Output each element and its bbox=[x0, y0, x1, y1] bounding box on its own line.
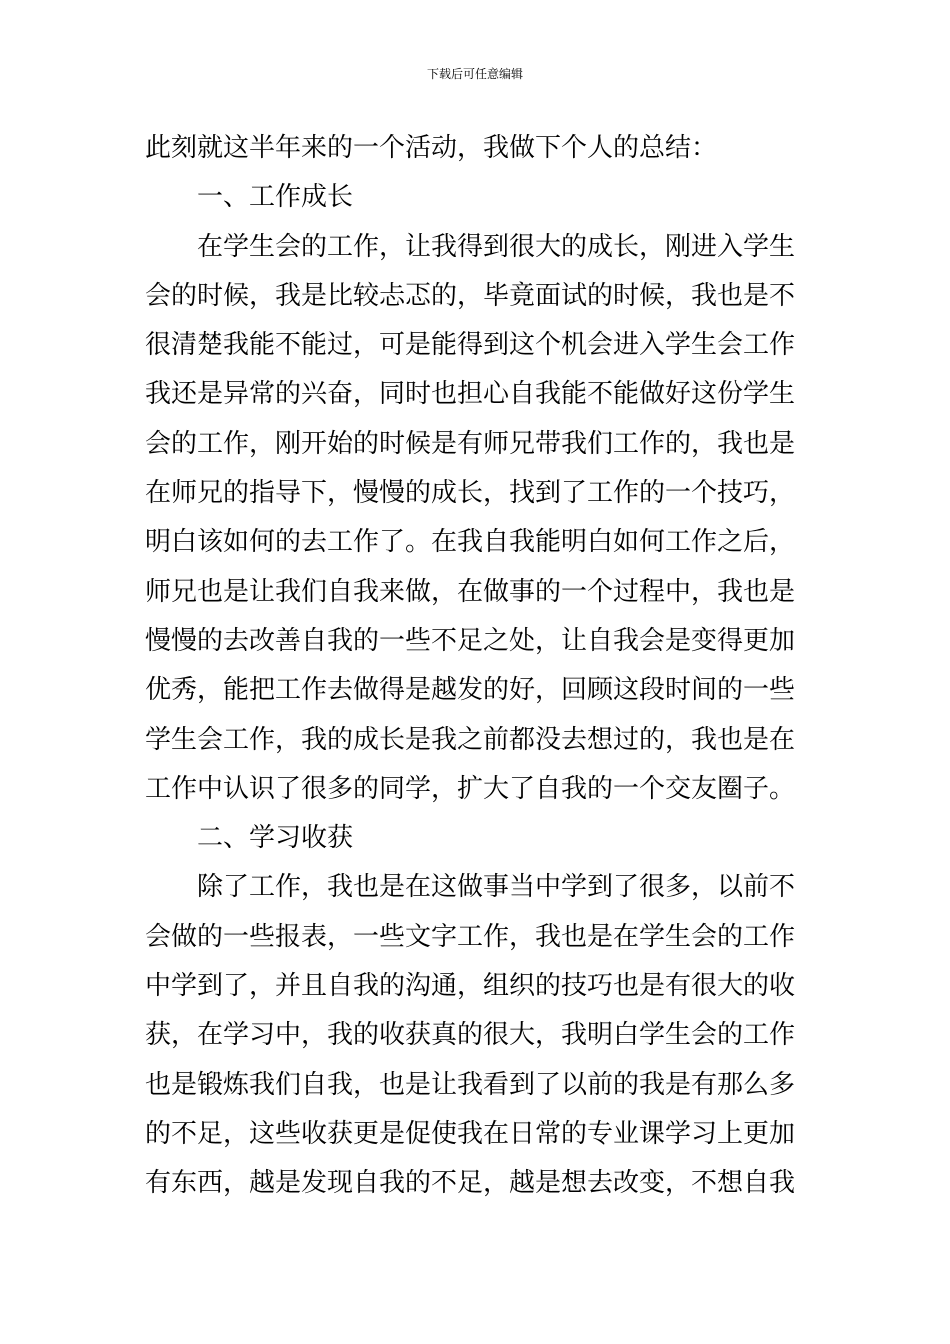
page-header-note: 下载后可任意编辑 bbox=[426, 67, 523, 81]
document-body bbox=[145, 124, 805, 1209]
text-line: 会的工作，刚开始的时候是有师兄带我们工作的，我也是 bbox=[145, 428, 796, 459]
text-line: 在学生会的工作，让我得到很大的成长，刚进入学生 bbox=[197, 231, 796, 262]
text-line: 优秀，能把工作去做得是越发的好，回顾这段时间的一些 bbox=[145, 675, 796, 706]
text-line: 我还是异常的兴奋，同时也担心自我能不能做好这份学生 bbox=[145, 379, 796, 410]
text-line: 中学到了，并且自我的沟通，组织的技巧也是有很大的收 bbox=[145, 971, 796, 1002]
section-heading: 一、工作成长 bbox=[197, 182, 354, 213]
text-line: 会做的一些报表，一些文字工作，我也是在学生会的工作 bbox=[145, 921, 796, 952]
text-line: 的不足，这些收获更是促使我在日常的专业课学习上更加 bbox=[145, 1118, 796, 1149]
text-line: 有东西，越是发现自我的不足，越是想去改变，不想自我 bbox=[145, 1168, 796, 1199]
text-line: 学生会工作，我的成长是我之前都没去想过的，我也是在 bbox=[145, 724, 796, 755]
text-line: 明白该如何的去工作了。在我自我能明白如何工作之后， bbox=[145, 527, 796, 558]
text-line: 此刻就这半年来的一个活动，我做下个人的总结： bbox=[145, 133, 718, 163]
text-line: 很清楚我能不能过，可是能得到这个机会进入学生会工作 bbox=[145, 330, 796, 361]
text-line: 师兄也是让我们自我来做，在做事的一个过程中，我也是 bbox=[145, 576, 796, 607]
text-line: 慢慢的去改善自我的一些不足之处，让自我会是变得更加 bbox=[145, 625, 796, 656]
text-line: 在师兄的指导下，慢慢的成长，找到了工作的一个技巧， bbox=[145, 478, 796, 509]
text-line: 会的时候，我是比较忐忑的，毕竟面试的时候，我也是不 bbox=[145, 280, 796, 311]
text-line: 获，在学习中，我的收获真的很大，我明白学生会的工作 bbox=[145, 1020, 796, 1051]
section-heading: 二、学习收获 bbox=[197, 823, 354, 854]
text-line: 也是锻炼我们自我，也是让我看到了以前的我是有那么多 bbox=[145, 1069, 796, 1100]
text-line: 工作中认识了很多的同学，扩大了自我的一个交友圈子。 bbox=[145, 773, 796, 804]
text-line: 除了工作，我也是在这做事当中学到了很多，以前不 bbox=[197, 872, 796, 903]
